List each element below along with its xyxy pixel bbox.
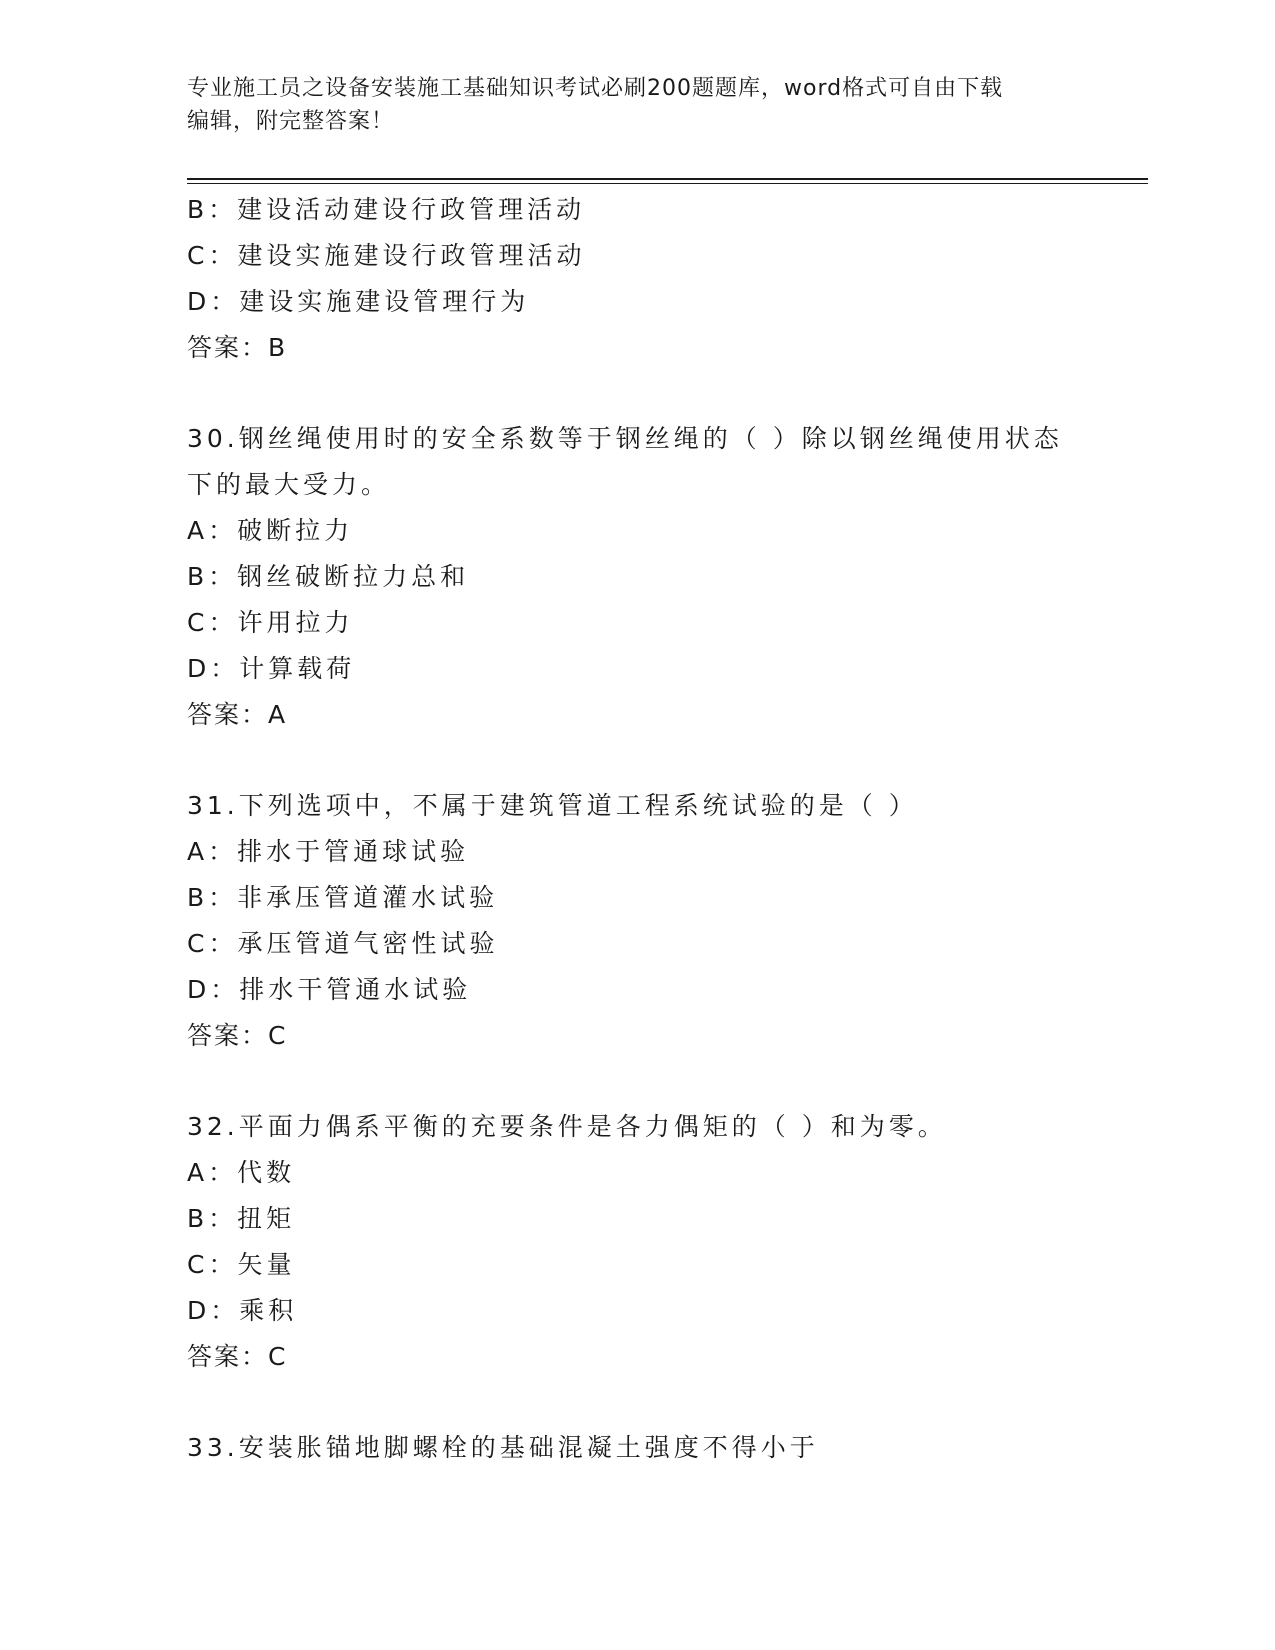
answer: 答案：C (187, 1342, 288, 1371)
question-stem: 33.安装胀锚地脚螺栓的基础混凝土强度不得小于 (187, 1433, 819, 1462)
question-stem: 32.平面力偶系平衡的充要条件是各力偶矩的（ ）和为零。 (187, 1112, 947, 1141)
option-b: B：扭矩 (187, 1204, 296, 1233)
option-b: B：钢丝破断拉力总和 (187, 562, 470, 591)
question-list (187, 187, 1087, 1471)
question-stem: 31.下列选项中，不属于建筑管道工程系统试验的是（ ） (187, 791, 918, 820)
spacer (187, 371, 1087, 416)
option-c: C：许用拉力 (187, 608, 354, 637)
answer: 答案：B (187, 333, 288, 362)
question-stem: 30.钢丝绳使用时的安全系数等于钢丝绳的（ ）除以钢丝绳使用状态 (187, 424, 1063, 453)
answer: 答案：A (187, 700, 288, 729)
question-32 (187, 1104, 1087, 1380)
option-a: A：代数 (187, 1158, 296, 1187)
question-33 (187, 1425, 1087, 1471)
question-30 (187, 416, 1087, 738)
answer: 答案：C (187, 1021, 288, 1050)
header-title-line2: 编辑，附完整答案！ (187, 109, 395, 134)
option-d: D：计算载荷 (187, 654, 356, 683)
question-29 (187, 187, 1087, 371)
option-d: D：排水干管通水试验 (187, 975, 472, 1004)
header-title-line1: 专业施工员之设备安装施工基础知识考试必刷200题题库，word格式可自由下载 (187, 76, 1004, 101)
option-a: A：排水于管通球试验 (187, 837, 470, 866)
option-d: D：乘积 (187, 1296, 298, 1325)
option-a: A：破断拉力 (187, 516, 354, 545)
option-d: D：建设实施建设管理行为 (187, 287, 530, 316)
header-rule-thick (187, 178, 1148, 180)
option-c: C：矢量 (187, 1250, 296, 1279)
option-b: B：建设活动建设行政管理活动 (187, 195, 586, 224)
option-c: C：承压管道气密性试验 (187, 929, 499, 958)
document-header (187, 72, 1087, 138)
option-b: B：非承压管道灌水试验 (187, 883, 499, 912)
question-31 (187, 783, 1087, 1059)
spacer (187, 738, 1087, 783)
spacer (187, 1380, 1087, 1425)
spacer (187, 1059, 1087, 1104)
header-rule-thin (187, 183, 1148, 184)
option-c: C：建设实施建设行政管理活动 (187, 241, 586, 270)
question-stem-continued: 下的最大受力。 (187, 470, 391, 499)
